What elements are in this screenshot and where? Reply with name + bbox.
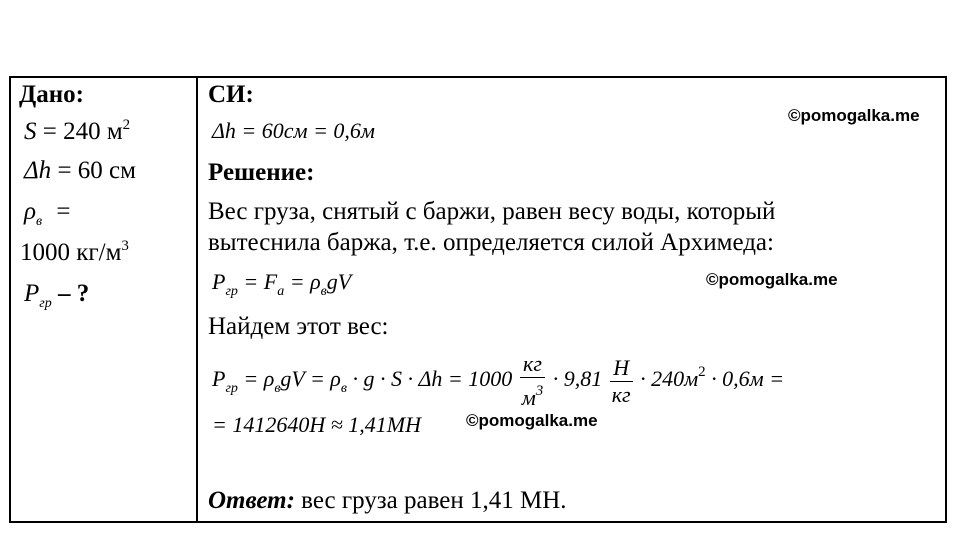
fraction-numerator: кг: [520, 351, 546, 378]
watermark: ©pomogalka.me: [706, 270, 838, 289]
formula-term: · g · S · Δh = 1000: [352, 366, 513, 392]
given-symbol: Δh: [24, 157, 52, 184]
solution-header: Решение:: [208, 159, 315, 186]
given-density: [24, 198, 70, 230]
watermark: ©pomogalka.me: [788, 106, 920, 125]
formula-term: P: [212, 269, 226, 294]
given-area: [24, 117, 130, 146]
formula-subscript: в: [340, 381, 347, 397]
si-header: СИ:: [208, 81, 254, 108]
fraction-n-per-kg: [610, 355, 633, 408]
given-value: – ?: [58, 280, 90, 307]
given-header: Дано:: [19, 81, 84, 108]
answer-text: вес груза равен 1,41 МН.: [301, 487, 567, 514]
solution-text-line2: вытеснила баржа, т.е. определяется силой Архимеда:: [208, 229, 774, 256]
table-frame: [9, 76, 947, 523]
given-value: = 240 м: [42, 118, 123, 145]
formula-term: gV: [326, 269, 352, 294]
given-density-value: [20, 238, 129, 267]
formula-term: gV = ρ: [280, 366, 341, 392]
fraction-kg-per-m3: [520, 351, 546, 411]
formula-subscript: гр: [225, 381, 238, 397]
formula-power: 2: [698, 364, 706, 381]
formula-subscript: в: [320, 284, 327, 299]
given-symbol: S: [24, 118, 37, 145]
si-formula: Δh = 60см = 0,6м: [212, 118, 375, 143]
formula-subscript: в: [274, 381, 281, 397]
formula-term: · 0,6м =: [711, 366, 785, 392]
formula-subscript: гр: [225, 284, 238, 299]
answer-label: Ответ:: [208, 487, 295, 514]
formula-term: · 240м: [640, 366, 699, 392]
formula-term: = F: [243, 269, 278, 294]
given-symbol: ρ: [24, 198, 36, 225]
given-delta-h: [24, 157, 136, 185]
fraction-numerator: Н: [610, 355, 633, 382]
formula-term: = ρ: [243, 366, 275, 392]
given-subscript: гр: [39, 296, 52, 311]
formula-term: = ρ: [289, 269, 321, 294]
formula-archimedes: [212, 269, 351, 300]
solution-text-line1: Вес груза, снятый с баржи, равен весу воды, который: [208, 198, 776, 225]
given-value: 1000 кг/м: [20, 239, 122, 266]
given-power: 3: [121, 238, 129, 254]
given-power: 2: [122, 117, 131, 133]
find-text: Найдем этот вес:: [208, 313, 389, 340]
fraction-denominator-text: м: [521, 385, 536, 410]
formula-result: = 1412640Н ≈ 1,41МН: [212, 412, 422, 437]
formula-term: P: [212, 366, 226, 392]
given-subscript: в: [36, 214, 43, 229]
fraction-power: 3: [535, 383, 544, 399]
fraction-denominator: кг: [611, 381, 631, 407]
given-value: = 60 см: [57, 157, 136, 184]
answer-line: [208, 487, 567, 515]
given-value: =: [56, 198, 71, 225]
watermark: ©pomogalka.me: [466, 411, 598, 430]
given-unknown: [24, 280, 89, 312]
formula-calculation: [212, 351, 784, 411]
formula-subscript: a: [277, 284, 285, 299]
fraction-denominator: [520, 378, 546, 411]
formula-term: · 9,81: [552, 366, 603, 392]
column-divider: [196, 76, 198, 523]
given-symbol: P: [24, 280, 40, 307]
